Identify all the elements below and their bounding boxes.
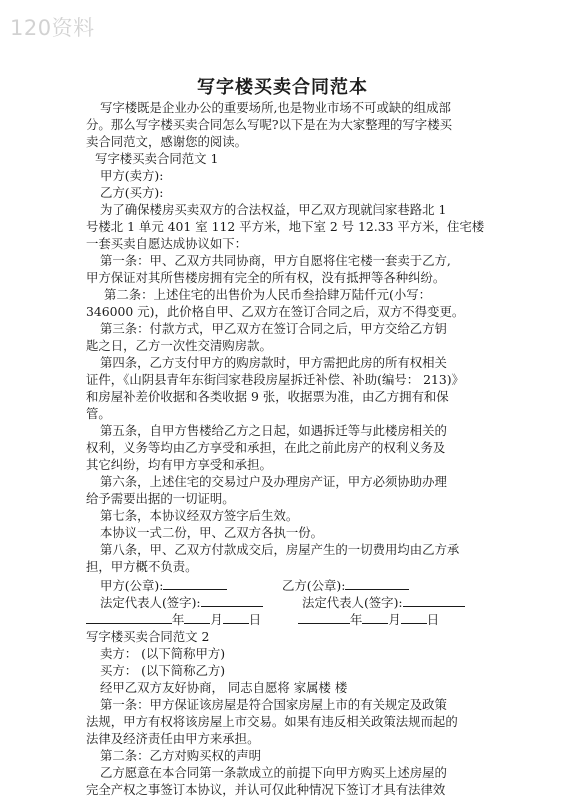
paragraph-line: 甲方保证对其所售楼房拥有完全的所有权，没有抵押等各种纠纷。 (86, 270, 446, 285)
watermark: 120资料 (10, 16, 95, 40)
paragraph-line: 给予需要出据的一切证明。 (86, 491, 235, 506)
party-line: 买方： (以下简称乙方) (100, 663, 226, 678)
paragraph-line: 法律及经济责任由甲方来承担。 (86, 731, 260, 746)
article-line: 第六条，上述住宅的交易过户及办理房产证，甲方必须协助办理 (100, 474, 447, 489)
paragraph-line: 卖合同范文，感谢您的阅读。 (86, 134, 248, 149)
paragraph-line: 其它纠纷，均有甲方享受和承担。 (86, 457, 272, 472)
party-a-seal-label: 甲方(公章): (100, 578, 164, 593)
article-line: 第三条：付款方式，甲乙双方在签订合同之后，甲方交给乙方钥 (100, 321, 447, 336)
paragraph-line: 匙之日，乙方一次性交清购房款。 (86, 338, 272, 353)
day-blank (223, 611, 249, 624)
signature-blank (345, 577, 409, 590)
paragraph-line: 管。 (86, 406, 111, 421)
article-line: 第七条，本协议经双方签字后生效。 (100, 508, 299, 523)
year-label: 年 (350, 612, 363, 627)
paragraph-line: 346000 元)，此价格自甲、乙双方在签订合同之后，双方不得变更。 (86, 304, 465, 319)
signature-blank (403, 594, 465, 607)
paragraph-line: 和房屋补差价收据和各类收据 9 张，收据票为准，由乙方拥有和保 (86, 389, 449, 404)
paragraph-line: 乙方愿意在本合同第一条款成立的前提下向甲方购买上述房屋的 (100, 765, 447, 780)
party-b-seal-label: 乙方(公章): (282, 578, 346, 593)
paragraph-line: 完全产权之事签订本协议，并认可仅此种情况下签订才具有法律效 (86, 782, 446, 797)
paragraph-line: 本协议一式二份，甲、乙双方各执一份。 (100, 525, 324, 540)
month-blank (184, 611, 210, 624)
article-line: 第一条：甲方保证该房屋是符合国家房屋上市的有关规定及政策 (100, 697, 447, 712)
day-blank (401, 611, 427, 624)
paragraph-line: 写字楼既是企业办公的重要场所,也是物业市场不可或缺的组成部 (100, 100, 451, 115)
paragraph-line: 担，甲方概不负责。 (86, 559, 198, 574)
month-label: 月 (388, 612, 401, 627)
signature-blank (201, 594, 263, 607)
paragraph-line: 证件，《山阴县青年东街闫家巷段房屋拆迁补偿、补助(编号： 213)》 (86, 372, 464, 387)
article-line: 第二条：上述住宅的出售价为人民币叁拾肆万陆仟元(小写： (104, 287, 431, 302)
signature-blank (163, 577, 227, 590)
party-line: 卖方： (以下简称甲方) (100, 646, 226, 661)
legal-rep-b-label: 法定代表人(签字): (302, 595, 403, 610)
paragraph-line: 为了确保楼房买卖双方的合法权益，甲乙双方现就闫家巷路北 1 (100, 202, 447, 217)
month-blank (362, 611, 388, 624)
legal-rep-a-label: 法定代表人(签字): (100, 595, 201, 610)
party-a-seal-line (100, 577, 227, 594)
date-line-b (298, 611, 439, 628)
paragraph-line: 一套买卖自愿达成协议如下： (86, 236, 248, 251)
paragraph-line: 号楼北 1 单元 401 室 112 平方米，地下室 2 号 12.33 平方米，住宅楼 (86, 219, 485, 234)
paragraph-line: 经甲乙双方友好协商， 同志自愿将 家属楼 楼 (100, 680, 348, 695)
article-line: 第五条，自甲方售楼给乙方之日起，如遇拆迁等与此楼房相关的 (100, 423, 447, 438)
document-title: 写字楼买卖合同范本 (197, 77, 368, 98)
year-blank (86, 611, 172, 624)
year-label: 年 (172, 612, 185, 627)
article-line: 第一条：甲、乙双方共同协商，甲方自愿将住宅楼一套卖于乙方, (100, 253, 451, 268)
article-line: 第八条，甲、乙双方付款成交后，房屋产生的一切费用均由乙方承 (100, 542, 460, 557)
article-line: 第四条，乙方支付甲方的购房款时，甲方需把此房的所有权相关 (100, 355, 447, 370)
year-blank (298, 611, 350, 624)
legal-rep-b-line (302, 594, 465, 611)
day-label: 日 (248, 612, 262, 627)
party-line: 甲方(卖方): (100, 168, 164, 183)
paragraph-line: 权利，义务等均由乙方享受和承担，在此之前此房产的权利义务及 (86, 440, 446, 455)
date-line-a (86, 611, 261, 628)
legal-rep-a-line (100, 594, 263, 611)
party-line: 乙方(买方): (100, 185, 164, 200)
day-label: 日 (426, 612, 440, 627)
month-label: 月 (210, 612, 223, 627)
article-line: 第二条：乙方对购买权的声明 (100, 748, 262, 763)
section-heading: 写字楼买卖合同范文 2 (86, 629, 210, 644)
paragraph-line: 法规，甲方有权将该房屋上市交易。如果有违反相关政策法规而起的 (86, 714, 458, 729)
paragraph-line: 分。那么写字楼买卖合同怎么写呢?以下是在为大家整理的写字楼买 (86, 117, 452, 132)
party-b-seal-line (282, 577, 409, 594)
section-heading: 写字楼买卖合同范文 1 (95, 151, 219, 166)
